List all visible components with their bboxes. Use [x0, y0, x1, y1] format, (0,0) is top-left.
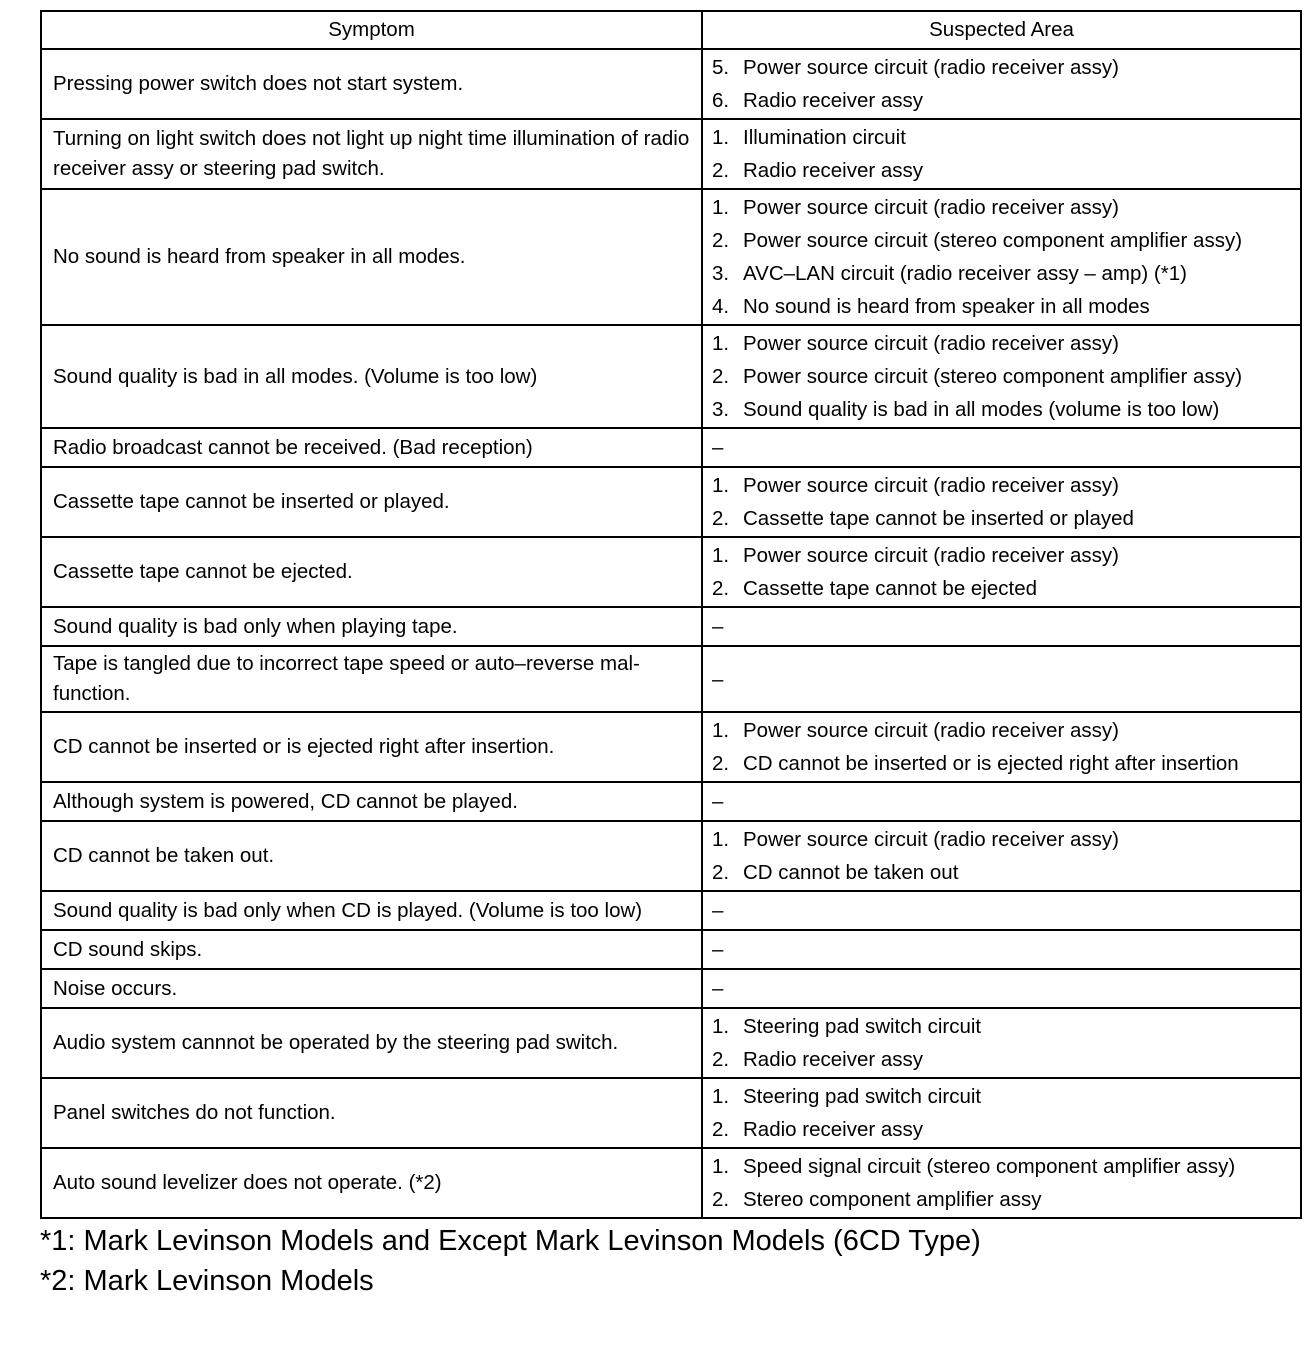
area-item-number: 1.: [712, 126, 730, 149]
area-item: [712, 154, 1294, 187]
symptom-table: [40, 10, 1302, 1219]
area-item-number: 3.: [712, 398, 730, 421]
area-item-number: 2.: [712, 1188, 730, 1211]
table-row: [41, 891, 1301, 930]
area-item-text: Power source circuit (radio receiver assy): [743, 332, 1119, 355]
symptom-cell: CD cannot be taken out.: [41, 821, 702, 891]
area-item-number: 6.: [712, 89, 730, 112]
suspected-area-cell: –: [702, 782, 1301, 821]
table-body: [41, 49, 1301, 1218]
area-item-number: 1.: [712, 332, 730, 355]
area-item-number: 2.: [712, 229, 730, 252]
area-item: [712, 1183, 1294, 1216]
area-item-text: Steering pad switch circuit: [743, 1015, 982, 1038]
area-item-number: 2.: [712, 507, 730, 530]
area-item-text: Power source circuit (radio receiver assy): [743, 719, 1119, 742]
table-row: [41, 930, 1301, 969]
area-item-text: Power source circuit (stereo component amplifier assy): [743, 229, 1243, 252]
suspected-area-cell: [702, 325, 1301, 428]
footnote-1: *1: Mark Levinson Models and Except Mark Levinson Models (6CD Type): [40, 1225, 981, 1257]
area-item-text: Power source circuit (stereo component amplifier assy): [743, 365, 1243, 388]
area-item: [712, 224, 1294, 257]
area-item: [712, 572, 1294, 605]
table-row: [41, 189, 1301, 325]
area-item: [712, 257, 1294, 290]
document: [40, 10, 1300, 1301]
area-item: [712, 469, 1294, 502]
table-row: [41, 325, 1301, 428]
suspected-area-cell: –: [702, 428, 1301, 467]
area-item: [712, 1113, 1294, 1146]
area-item-text: CD cannot be inserted or is ejected right after insertion: [743, 752, 1239, 775]
header-symptom: Symptom: [41, 11, 702, 49]
area-item: [712, 327, 1294, 360]
area-item: [712, 1150, 1294, 1183]
area-item: [712, 51, 1294, 84]
table-row: [41, 1148, 1301, 1218]
area-item: [712, 856, 1294, 889]
suspected-area-cell: [702, 712, 1301, 782]
area-item-text: AVC–LAN circuit (radio receiver assy – amp) (*1): [743, 262, 1187, 285]
area-item-number: 2.: [712, 861, 730, 884]
area-item-number: 2.: [712, 577, 730, 600]
area-item-number: 4.: [712, 295, 730, 318]
symptom-cell: Pressing power switch does not start system.: [41, 49, 702, 119]
area-item: [712, 290, 1294, 323]
symptom-cell: Cassette tape cannot be inserted or played.: [41, 467, 702, 537]
area-item: [712, 84, 1294, 117]
table-row: [41, 1008, 1301, 1078]
area-item-text: Radio receiver assy: [743, 159, 924, 182]
area-item-text: Cassette tape cannot be ejected: [743, 577, 1038, 600]
suspected-area-cell: [702, 1008, 1301, 1078]
symptom-cell: Turning on light switch does not light up night time illumination of radio receiver assy or steering pad switch.: [41, 119, 702, 189]
symptom-cell: No sound is heard from speaker in all modes.: [41, 189, 702, 325]
table-row: [41, 646, 1301, 712]
area-item-text: Speed signal circuit (stereo component amplifier assy): [743, 1155, 1236, 1178]
area-item: [712, 539, 1294, 572]
area-item-number: 2.: [712, 1118, 730, 1141]
table-header-row: [41, 11, 1301, 49]
area-item-text: Power source circuit (radio receiver assy): [743, 474, 1119, 497]
area-item: [712, 1010, 1294, 1043]
area-item-text: Illumination circuit: [743, 126, 906, 149]
area-item: [712, 121, 1294, 154]
area-item: [712, 360, 1294, 393]
area-item: [712, 823, 1294, 856]
area-item-text: Radio receiver assy: [743, 1118, 924, 1141]
symptom-cell: Audio system cannnot be operated by the steering pad switch.: [41, 1008, 702, 1078]
area-item: [712, 393, 1294, 426]
table-row: [41, 607, 1301, 646]
area-item-text: Sound quality is bad in all modes (volume is too low): [743, 398, 1220, 421]
symptom-cell: Although system is powered, CD cannot be played.: [41, 782, 702, 821]
area-item-text: Stereo component amplifier assy: [743, 1188, 1042, 1211]
area-item-text: Power source circuit (radio receiver assy): [743, 544, 1119, 567]
area-item-number: 1.: [712, 1085, 730, 1108]
area-item: [712, 1043, 1294, 1076]
area-item-number: 2.: [712, 365, 730, 388]
suspected-area-cell: [702, 189, 1301, 325]
area-item-number: 1.: [712, 474, 730, 497]
table-row: [41, 119, 1301, 189]
area-item-number: 1.: [712, 544, 730, 567]
suspected-area-cell: [702, 49, 1301, 119]
area-item: [712, 747, 1294, 780]
symptom-cell: Panel switches do not function.: [41, 1078, 702, 1148]
table-row: [41, 49, 1301, 119]
area-item-text: No sound is heard from speaker in all modes: [743, 295, 1150, 318]
suspected-area-cell: –: [702, 969, 1301, 1008]
footnote-2: *2: Mark Levinson Models: [40, 1265, 374, 1297]
area-item-text: Cassette tape cannot be inserted or played: [743, 507, 1134, 530]
suspected-area-cell: [702, 1078, 1301, 1148]
area-item: [712, 1080, 1294, 1113]
symptom-cell: Cassette tape cannot be ejected.: [41, 537, 702, 607]
footnotes: [40, 1221, 1300, 1301]
table-row: [41, 821, 1301, 891]
table-row: [41, 428, 1301, 467]
suspected-area-cell: –: [702, 607, 1301, 646]
area-item-number: 1.: [712, 719, 730, 742]
symptom-cell: Radio broadcast cannot be received. (Bad reception): [41, 428, 702, 467]
symptom-cell: Sound quality is bad in all modes. (Volume is too low): [41, 325, 702, 428]
symptom-cell: Tape is tangled due to incorrect tape speed or auto–reverse mal-function.: [41, 646, 702, 712]
symptom-cell: Sound quality is bad only when playing tape.: [41, 607, 702, 646]
area-item-number: 1.: [712, 1155, 730, 1178]
suspected-area-cell: [702, 821, 1301, 891]
area-item-text: Steering pad switch circuit: [743, 1085, 982, 1108]
header-suspected-area: Suspected Area: [702, 11, 1301, 49]
table-row: [41, 1078, 1301, 1148]
suspected-area-cell: [702, 537, 1301, 607]
suspected-area-cell: [702, 119, 1301, 189]
area-item-number: 2.: [712, 752, 730, 775]
area-item-number: 2.: [712, 1048, 730, 1071]
area-item-number: 5.: [712, 56, 730, 79]
area-item-number: 1.: [712, 828, 730, 851]
area-item-text: Radio receiver assy: [743, 89, 924, 112]
symptom-cell: Sound quality is bad only when CD is played. (Volume is too low): [41, 891, 702, 930]
suspected-area-cell: [702, 1148, 1301, 1218]
symptom-cell: CD cannot be inserted or is ejected right after insertion.: [41, 712, 702, 782]
symptom-cell: Noise occurs.: [41, 969, 702, 1008]
suspected-area-cell: [702, 467, 1301, 537]
suspected-area-cell: –: [702, 930, 1301, 969]
area-item: [712, 502, 1294, 535]
table-row: [41, 782, 1301, 821]
area-item-number: 3.: [712, 262, 730, 285]
area-item-text: Power source circuit (radio receiver assy): [743, 196, 1119, 219]
area-item: [712, 714, 1294, 747]
suspected-area-cell: –: [702, 646, 1301, 712]
area-item-text: CD cannot be taken out: [743, 861, 959, 884]
area-item: [712, 191, 1294, 224]
area-item-number: 2.: [712, 159, 730, 182]
area-item-text: Power source circuit (radio receiver assy): [743, 56, 1119, 79]
table-row: [41, 712, 1301, 782]
area-item-number: 1.: [712, 196, 730, 219]
symptom-cell: Auto sound levelizer does not operate. (*2): [41, 1148, 702, 1218]
area-item-text: Radio receiver assy: [743, 1048, 924, 1071]
symptom-cell: CD sound skips.: [41, 930, 702, 969]
area-item-text: Power source circuit (radio receiver assy): [743, 828, 1119, 851]
table-row: [41, 537, 1301, 607]
table-row: [41, 969, 1301, 1008]
suspected-area-cell: –: [702, 891, 1301, 930]
area-item-number: 1.: [712, 1015, 730, 1038]
table-row: [41, 467, 1301, 537]
